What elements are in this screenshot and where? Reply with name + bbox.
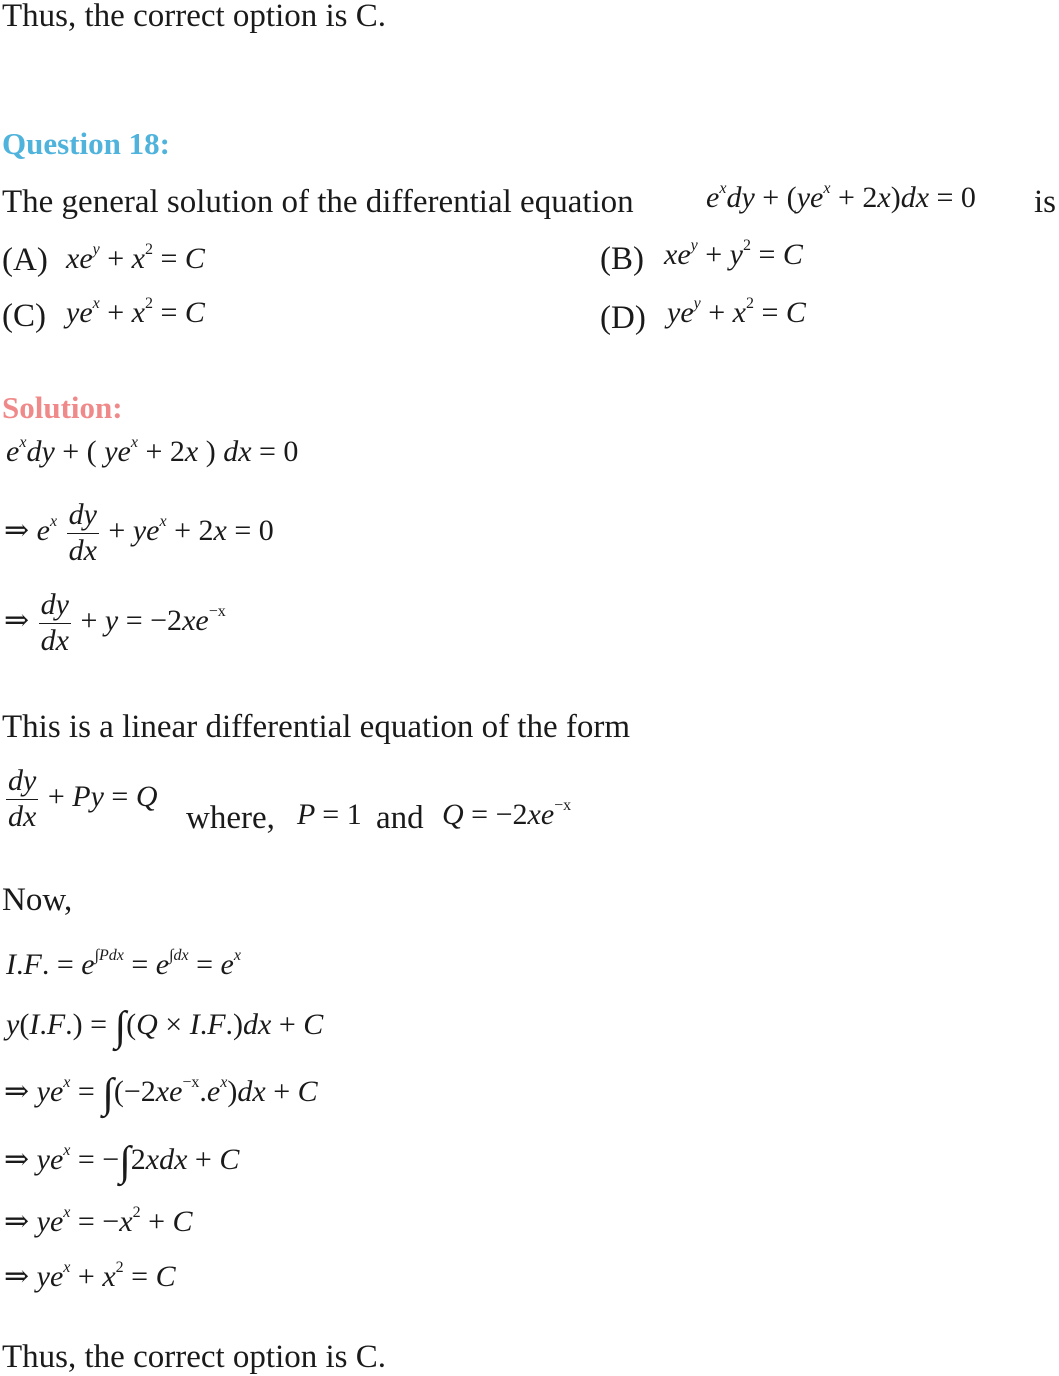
if-step-4: ⇒ $ye^x = -\int 2xdx + C$ — [4, 1139, 240, 1185]
if-step-3: ⇒ $ye^x = \int(-2xe^{-x}.e^x)dx + C$ — [4, 1071, 318, 1117]
if-step-6: ⇒ $ye^x + x^2 = C$ — [4, 1259, 176, 1293]
question-statement-end: is — [1034, 184, 1057, 220]
p-value: P = 1 — [297, 798, 362, 831]
option-b-label: (B) — [600, 241, 644, 277]
solution-step-3: ⇒ $\frac{dy}{dx}$ + $y = -2xe^{-x}$ — [4, 588, 226, 657]
question-equation: $e^xdy + (ye^x + 2x)dx = 0$ — [706, 180, 976, 214]
question-heading: Question 18: — [2, 126, 170, 161]
option-c-expr: $ye^x + x^2 = C$ — [66, 295, 205, 329]
if-step-5: ⇒ $ye^x = -x^2 + C$ — [4, 1204, 193, 1238]
if-step-1: I.F. = $e^{\int Pdx} = e^{\int dx} = e^x$ — [6, 947, 241, 981]
now-text: Now, — [2, 882, 73, 918]
linear-form-text: This is a linear differential equation of the form — [2, 709, 631, 745]
option-a-label: (A) — [2, 242, 48, 278]
solution-step-1: $e^xdy$ + ( $ye^x + 2x$ ) dx = 0 — [6, 434, 299, 468]
linear-form-expr: $\frac{dy}{dx}$ + Py = Q — [8, 764, 158, 833]
and-text: and — [376, 800, 424, 836]
option-b-expr: $xe^y + y^2 = C$ — [664, 237, 803, 271]
q-value: $Q = -2xe^{-x}$ — [442, 797, 572, 831]
previous-conclusion: Thus, the correct option is C. — [2, 0, 387, 34]
option-d-label: (D) — [600, 300, 646, 336]
solution-conclusion: Thus, the correct option is C. — [2, 1339, 387, 1375]
solution-heading: Solution: — [2, 390, 123, 425]
if-step-2: y(I.F.) = ∫(Q × I.F.)dx + C — [6, 1004, 324, 1050]
option-d-expr: $ye^y + x^2 = C$ — [667, 295, 806, 329]
option-a-expr: $xe^y + x^2 = C$ — [66, 241, 205, 275]
option-c-label: (C) — [2, 298, 46, 334]
solution-step-2: ⇒ $e^x$ $\frac{dy}{dx}$ + $ye^x + 2x = 0$ — [4, 498, 274, 567]
question-statement: The general solution of the differential equation — [2, 184, 634, 220]
where-text: where, — [186, 800, 275, 836]
